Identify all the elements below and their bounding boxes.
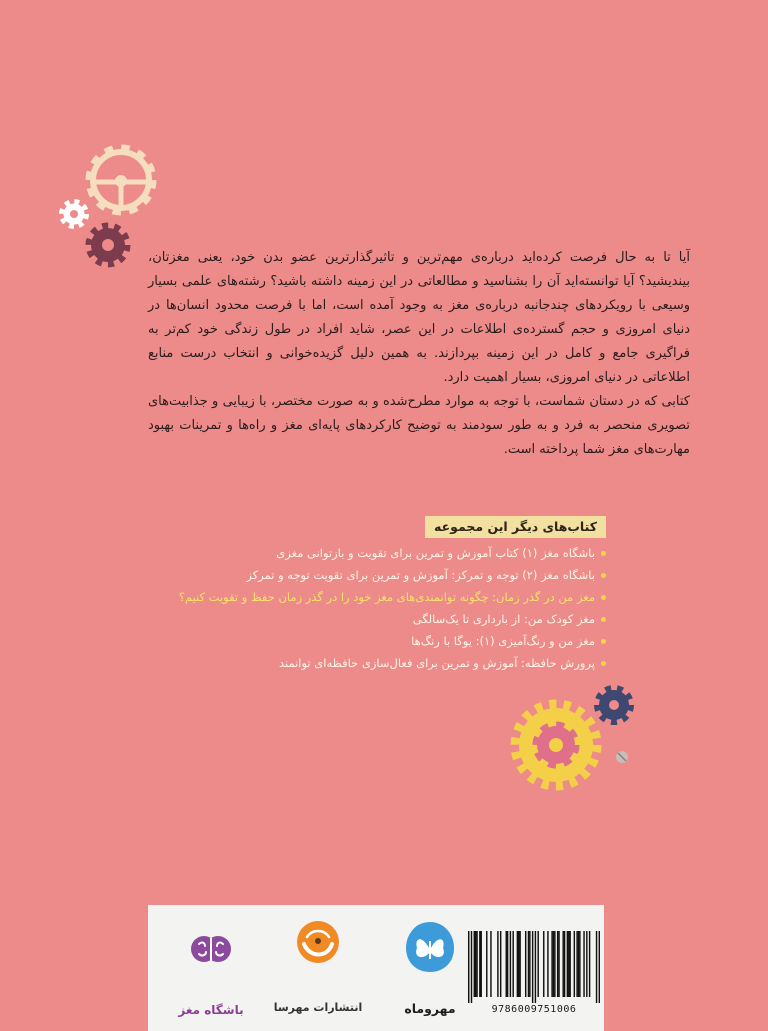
bullet-icon — [601, 573, 606, 578]
barcode-bar — [500, 931, 501, 997]
blurb-paragraph: آیا تا به حال فرصت کرده‌اید درباره‌ی مهم‌ترین و تاثیرگذارترین عضو بدن خود، یعنی مغزتان، بیندیشید؟ آیا توانسته‌اید آن را بشناسید و مطالعاتی در این زمینه داشته باشید؟ رشته‌های علمی بسیار وسیعی با رویکردهای چندجانبه درباره‌ی مغز به وجود آمده است، اما با فرصت محدود انسان‌ها در دنیای امروزی و حجم گسترده‌ی اطلاعات در این عصر، شاید افراد در طول زندگی خود کم‌تر به فراگیری جامع و کامل در این زمینه بپردازند. به همین دلیل گزیده‌خوانی و انتخاب درست منابع اطلاعاتی در دنیای امروزی، بسیار اهمیت دارد. — [148, 250, 690, 385]
barcode-number: 9786009751006 — [491, 1004, 577, 1015]
barcode-bar — [517, 931, 518, 997]
barcode-bar — [537, 931, 538, 997]
blurb-paragraph: کتابی که در دستان شماست، با توجه به موارد مطرح‌شده و به صورت مختصر، با زیبایی و جذابیت‌های تصویری منحصر به فرد و به طور سودمند به توضیح کارکردهای پایه‌ای مغز و راه‌ها و تمرینات بهبود مهارت‌های مغز شما پرداخته است. — [148, 394, 690, 457]
butterfly-logo-icon — [403, 919, 457, 975]
barcode-bar — [481, 931, 482, 997]
bullet-icon — [601, 551, 606, 556]
bullet-icon — [601, 595, 606, 600]
barcode-bar — [506, 931, 507, 997]
barcode-bar — [551, 931, 552, 997]
barcode-bar — [475, 931, 476, 997]
list-item — [160, 630, 606, 652]
bullet-icon — [601, 617, 606, 622]
barcode-bar — [589, 931, 590, 997]
publisher-logo-brain-club — [166, 929, 256, 1017]
list-item-text: باشگاه مغز (۱) کتاب آموزش و تمرین برای تقویت و بازتوانی مغزی — [276, 546, 595, 560]
barcode-bar — [525, 931, 526, 997]
plum-gear-icon — [89, 226, 128, 265]
list-item-text: مغز کودک من: از بارداری تا یک‌سالگی — [412, 612, 595, 626]
publisher-name: انتشارات مهرسا — [273, 1001, 363, 1014]
barcode-bar — [569, 931, 570, 997]
barcode-bar — [554, 931, 555, 997]
barcode-bar — [562, 931, 563, 997]
barcode-bar — [578, 931, 579, 997]
barcode-bar — [519, 931, 520, 997]
list-item-text: پرورش حافظه: آموزش و تمرین برای فعال‌سازی حافظه‌ای توانمند — [278, 656, 595, 670]
barcode-bar — [567, 931, 568, 997]
bullet-icon — [601, 661, 606, 666]
bullet-icon — [601, 639, 606, 644]
barcode-bar — [574, 931, 575, 997]
barcode-bar — [497, 931, 498, 997]
barcode-bar — [568, 931, 569, 997]
barcode — [468, 931, 600, 1003]
barcode-bar — [583, 931, 584, 997]
barcode-bar — [486, 931, 487, 997]
barcode-bar — [579, 931, 580, 997]
list-item-text: مغز من و رنگ‌آمیزی (۱): یوگا با رنگ‌ها — [411, 634, 595, 648]
barcode-bar — [557, 931, 558, 997]
small-white-gear-icon — [62, 202, 87, 227]
orange-circle-logo-icon — [295, 919, 341, 965]
publisher-logo-mehrsa — [268, 919, 368, 1014]
barcode-bar — [490, 931, 491, 997]
list-item — [160, 608, 606, 630]
publisher-logo-mehromah — [390, 919, 470, 1016]
barcode-bar — [586, 931, 587, 997]
barcode-bar — [529, 931, 530, 997]
barcode-bar — [479, 931, 480, 997]
back-cover-blurb — [148, 246, 690, 462]
steering-gear-icon — [88, 147, 154, 213]
list-item — [160, 542, 606, 564]
barcode-bar — [507, 931, 508, 997]
barcode-bar — [476, 931, 477, 997]
barcode-bar — [543, 931, 544, 997]
barcode-bar — [564, 931, 565, 997]
list-item — [160, 564, 606, 586]
barcode-bar — [510, 931, 511, 997]
barcode-bar — [576, 931, 577, 997]
barcode-bar — [596, 931, 597, 1003]
list-item-text: مغز من در گذر زمان: چگونه توانمندی‌های مغز خود را در گذر زمان حفظ و تقویت کنیم؟ — [178, 590, 595, 604]
navy-gear-icon — [597, 688, 631, 722]
barcode-bar — [599, 931, 600, 1003]
pink-inner-gear-icon — [535, 724, 577, 766]
barcode-bar — [553, 931, 554, 997]
brain-logo-icon — [190, 929, 232, 969]
barcode-bar — [535, 931, 536, 1003]
list-item — [160, 652, 606, 674]
barcode-bar — [518, 931, 519, 997]
series-book-list — [160, 542, 606, 674]
screw-icon — [616, 751, 628, 763]
series-heading: کتاب‌های دیگر این مجموعه — [425, 516, 606, 538]
barcode-bar — [471, 931, 472, 1003]
list-item-text: باشگاه مغز (۲) توجه و تمرکز: آموزش و تمرین برای تقویت توجه و تمرکز — [246, 568, 595, 582]
list-item — [160, 586, 606, 608]
barcode-bar — [532, 931, 533, 1003]
barcode-bar — [512, 931, 513, 997]
barcode-bar — [547, 931, 548, 997]
publisher-name: باشگاه مغز — [178, 1003, 244, 1017]
publisher-name: مهروماه — [404, 1001, 456, 1016]
barcode-bar — [558, 931, 559, 997]
footer-panel — [148, 905, 604, 1031]
barcode-bar — [474, 931, 475, 997]
barcode-bar — [528, 931, 529, 997]
yellow-gear-icon — [515, 704, 597, 786]
